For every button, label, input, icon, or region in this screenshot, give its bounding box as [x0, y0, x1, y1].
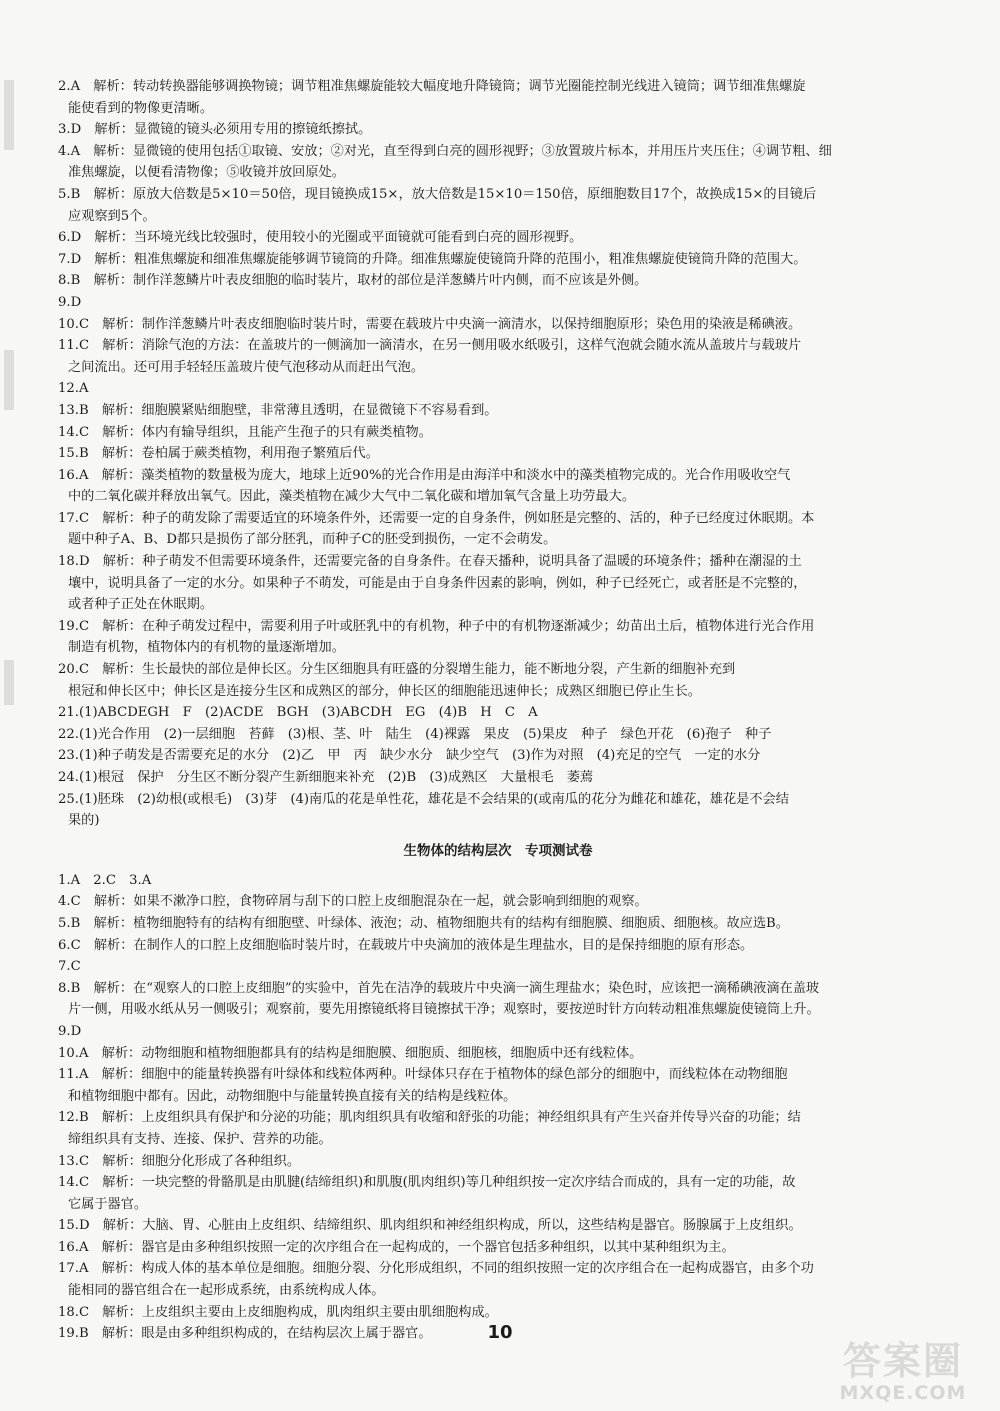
answer-line: 5.B 解析：植物细胞特有的结构有细胞壁、叶绿体、液泡；动、植物细胞共有的结构有细胞膜、细胞质、细胞核。故应选B。	[58, 915, 789, 931]
answer-line: 15.B 解析：卷柏属于蕨类植物，利用孢子繁殖后代。	[58, 446, 379, 462]
watermark	[818, 1338, 988, 1408]
answer-line: 2.A 解析：转动转换器能够调换物镜；调节粗准焦螺旋能较大幅度地升降镜筒；调节光圈能控制光线进入镜筒；调节细准焦螺旋	[58, 79, 806, 94]
section-title: 生物体的结构层次 专项测试卷	[403, 842, 593, 859]
answer-line: 18.C 解析：上皮组织主要由上皮细胞构成，肌肉组织主要由肌细胞构成。	[58, 1304, 498, 1320]
answer-line: 14.C 解析：一块完整的骨骼肌是由肌腱(结缔组织)和肌腹(肌肉组织)等几种组织按一定次序结合而成的，具有一定的功能，故	[58, 1175, 796, 1191]
answer-line: 23.(1)种子萌发是否需要充足的水分 (2)乙 甲 丙 缺少水分 缺少空气 (3)作为对照 (4)充足的空气 一定的水分	[58, 748, 761, 764]
answer-line: 3.D 解析：显微镜的镜头必须用专用的擦镜纸擦拭。	[58, 122, 372, 138]
answer-line: 18.D 解析：种子萌发不但需要环境条件，还需要完备的自身条件。在春天播种，说明具备了温暖的环境条件；播种在潮湿的土	[58, 554, 802, 570]
answer-line: 9.D	[58, 294, 82, 310]
answer-line: 13.B 解析：细胞膜紧贴细胞壁，非常薄且透明，在显微镜下不容易看到。	[58, 402, 498, 418]
answer-line: 片一侧，用吸水纸从另一侧吸引；观察前，要先用擦镜纸将目镜擦拭干净；观察时，要按逆时针方向转动粗准焦螺旋使镜筒上升。	[68, 1002, 820, 1018]
answer-line: 19.B 解析：眼是由多种组织构成的，在结构层次上属于器官。	[58, 1326, 432, 1342]
scan-edge-mark	[4, 80, 14, 150]
answer-line: 壤中，说明具备了一定的水分。如果种子不萌发，可能是由于自身条件因素的影响，例如，种子已经死亡，或者胚是不完整的，	[68, 575, 807, 591]
answer-line: 缔组织具有支持、连接、保护、营养的功能。	[68, 1131, 332, 1147]
answer-line: 应观察到5个。	[68, 208, 156, 224]
answer-line: 22.(1)光合作用 (2)一层细胞 苔藓 (3)根、茎、叶 陆生 (4)裸露 果皮 (5)果皮 种子 绿色开花 (6)孢子 种子	[58, 726, 772, 742]
answer-line: 10.A 解析：动物细胞和植物细胞都具有的结构是细胞膜、细胞质、细胞核，细胞质中还有线粒体。	[58, 1045, 643, 1061]
answer-line: 准焦螺旋，以便看清物像；⑤收镜并放回原处。	[68, 165, 345, 181]
answer-line: 8.B 解析：在“观察人的口腔上皮细胞”的实验中，首先在洁净的载玻片中央滴一滴生理盐水；染色时，应该把一滴稀碘液滴在盖玻	[58, 980, 820, 996]
answer-line: 24.(1)根冠 保护 分生区不断分裂产生新细胞来补充 (2)B (3)成熟区 大量根毛 萎蔫	[58, 770, 594, 785]
answer-line: 12.B 解析：上皮组织具有保护和分泌的功能；肌肉组织具有收缩和舒张的功能；神经组织具有产生兴奋并传导兴奋的功能；结	[58, 1110, 801, 1126]
page-number: 10	[487, 1322, 513, 1343]
answer-line: 能使看到的物像更清晰。	[68, 100, 214, 116]
watermark-logo: 答案圈	[842, 1339, 963, 1383]
answer-line: 和植物细胞中都有。因此，动物细胞中与能量转换直接有关的结构是线粒体。	[68, 1088, 517, 1104]
answer-line: 15.D 解析：大脑、胃、心脏由上皮组织、结缔组织、肌肉组织和神经组织构成，所以，这些结构是器官。肠腺属于上皮组织。	[58, 1218, 802, 1234]
watermark-url: MXQE.COM	[839, 1382, 967, 1404]
answer-line: 17.A 解析：构成人体的基本单位是细胞。细胞分裂、分化形成组织，不同的组织按照一定的次序组合在一起构成器官，由多个功	[58, 1261, 814, 1277]
answer-line: 制造有机物，植物体内的有机物的量逐渐增加。	[68, 640, 345, 656]
answer-line: 8.B 解析：制作洋葱鳞片叶表皮细胞的临时装片，取材的部位是洋葱鳞片叶内侧，而不应该是外侧。	[58, 273, 648, 289]
answer-line: 7.D 解析：粗准焦螺旋和细准焦螺旋能够调节镜筒的升降。细准焦螺旋使镜筒升降的范围小，粗准焦螺旋使镜筒升降的范围大。	[58, 251, 807, 267]
answer-line: 14.C 解析：体内有输导组织，且能产生孢子的只有蕨类植物。	[58, 424, 432, 440]
answer-line: 16.A 解析：藻类植物的数量极为庞大，地球上近90%的光合作用是由海洋中和淡水中的藻类植物完成的。光合作用吸收空气	[58, 467, 791, 483]
answer-line: 题中种子A、B、D都只是损伤了部分胚乳，而种子C的胚受到损伤，一定不会萌发。	[68, 532, 557, 548]
answer-line: 6.D 解析：当环境光线比较强时，使用较小的光圈或平面镜就可能看到白亮的圆形视野。	[58, 230, 583, 246]
answer-line: 12.A	[58, 381, 89, 397]
answer-line: 能相同的器官组合在一起形成系统，由系统构成人体。	[68, 1283, 385, 1299]
answer-line: 之间流出。还可用手轻轻压盖玻片使气泡移动从而赶出气泡。	[68, 359, 425, 375]
answer-line: 13.C 解析：细胞分化形成了各种组织。	[58, 1153, 301, 1169]
answer-line: 或者种子正处在休眠期。	[68, 597, 214, 613]
answer-line: 9.D	[58, 1023, 82, 1039]
answer-line: 11.A 解析：细胞中的能量转换器有叶绿体和线粒体两种。叶绿体只存在于植物体的绿色部分的细胞中，而线粒体在动物细胞	[58, 1067, 788, 1083]
answer-line: 5.B 解析：原放大倍数是5×10＝50倍，现目镜换成15×，放大倍数是15×10＝150倍，原细胞数目17个，故换成15×的目镜后	[58, 186, 817, 202]
answer-line: 6.C 解析：在制作人的口腔上皮细胞临时装片时，在载玻片中央滴加的液体是生理盐水，目的是保持细胞的原有形态。	[58, 937, 754, 953]
answer-line: 19.C 解析：在种子萌发过程中，需要利用子叶或胚乳中的有机物，种子中的有机物逐渐减少；幼苗出土后，植物体进行光合作用	[58, 618, 815, 634]
answer-line: 11.C 解析：消除气泡的方法：在盖玻片的一侧滴加一滴清水，在另一侧用吸水纸吸引，这样气泡就会随水流从盖玻片与载玻片	[58, 338, 802, 354]
answers-top	[58, 76, 938, 832]
answer-line: 它属于器官。	[68, 1196, 148, 1212]
answer-line: 10.C 解析：制作洋葱鳞片叶表皮细胞临时装片时，需要在载玻片中央滴一滴清水，以保持细胞原形；染色用的染液是稀碘液。	[58, 316, 802, 332]
answer-line: 16.A 解析：器官是由多种组织按照一定的次序组合在一起构成的，一个器官包括多种组织，以其中某种组织为主。	[58, 1239, 735, 1255]
answer-line: 25.(1)胚珠 (2)幼根(或根毛) (3)芽 (4)南瓜的花是单性花，雄花是不会结果的(或南瓜的花分为雌花和雄花，雄花是不会结	[58, 791, 789, 807]
answer-line: 17.C 解析：种子的萌发除了需要适宜的环境条件外，还需要一定的自身条件，例如胚是完整的、活的，种子已经度过休眠期。本	[58, 510, 815, 526]
answer-line: 根冠和伸长区中；伸长区是连接分生区和成熟区的部分，伸长区的细胞能迅速伸长；成熟区细胞已停止生长。	[68, 683, 701, 699]
scan-edge-mark	[4, 660, 14, 705]
answers-bottom	[58, 870, 938, 1345]
answer-line: 7.C	[58, 959, 81, 975]
answer-line: 21.(1)ABCDEGH F (2)ACDE BGH (3)ABCDH EG (4)B H C A	[58, 705, 538, 721]
answer-line: 20.C 解析：生长最快的部位是伸长区。分生区细胞具有旺盛的分裂增生能力，能不断地分裂，产生新的细胞补充到	[58, 662, 736, 678]
answer-line: 4.C 解析：如果不漱净口腔，食物碎屑与刮下的口腔上皮细胞混杂在一起，就会影响到细胞的观察。	[58, 894, 648, 910]
scan-edge-mark	[4, 350, 14, 410]
answer-line: 中的二氧化碳并释放出氧气。因此，藻类植物在减少大气中二氧化碳和增加氧气含量上功劳最大。	[68, 489, 636, 505]
answer-line: 4.A 解析：显微镜的使用包括①取镜、安放；②对光，直至得到白亮的圆形视野；③放置玻片标本，并用压片夹压住；④调节粗、细	[58, 143, 832, 159]
answer-line: 1.A 2.C 3.A	[58, 872, 152, 888]
answer-line: 果的)	[68, 813, 100, 829]
answer-page	[58, 76, 938, 1345]
